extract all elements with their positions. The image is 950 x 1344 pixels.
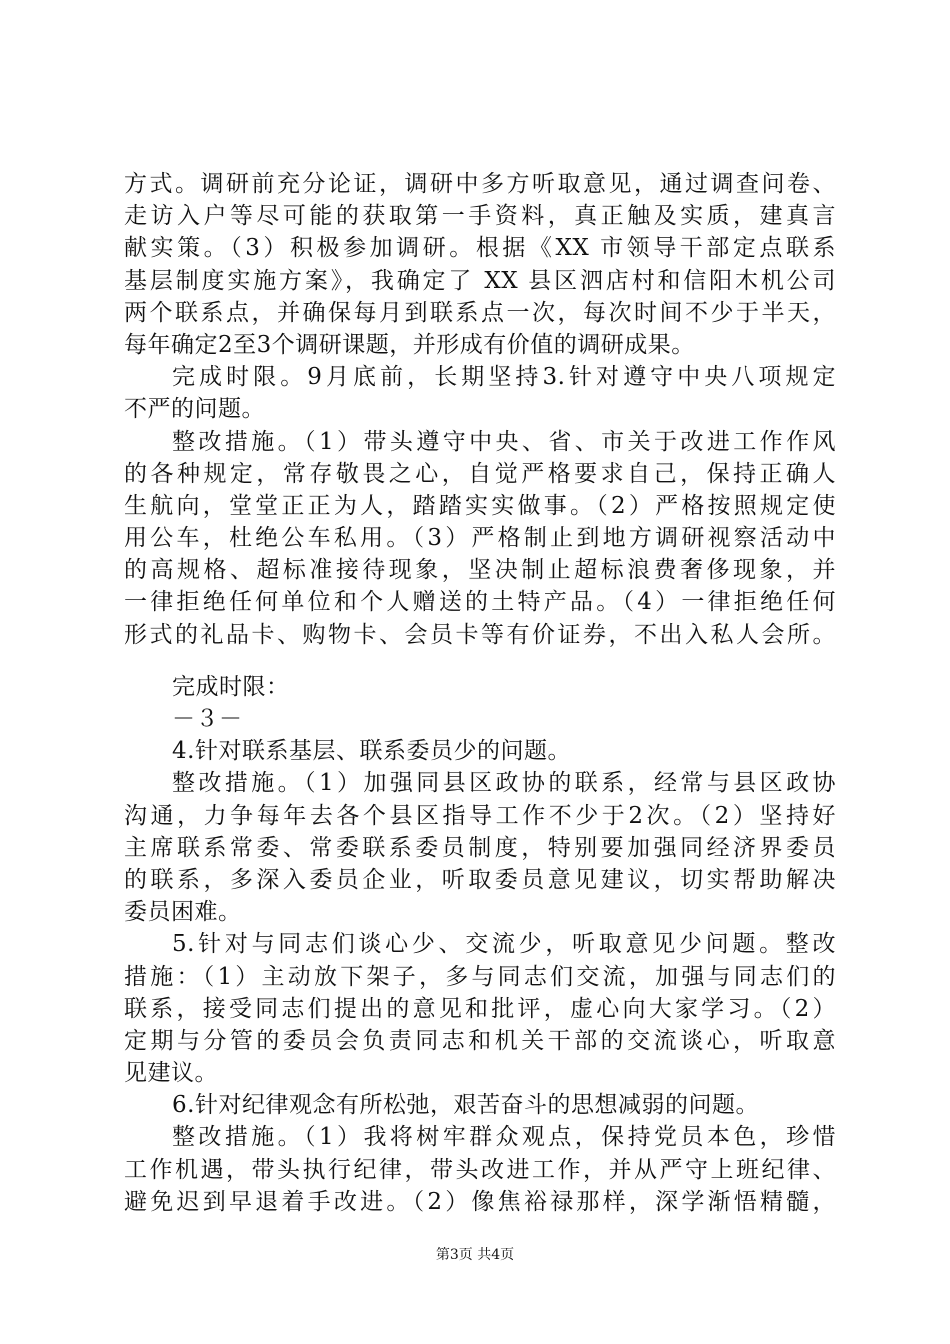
text-line: 工作机遇，带头执行纪律，带头改进工作，并从严守上班纪律、 (124, 1156, 836, 1183)
text-line: 不严的问题。 (124, 396, 265, 423)
text-line: 整改措施。（1）加强同县区政协的联系，经常与县区政协 (172, 770, 836, 797)
text-line: 方式。调研前充分论证，调研中多方听取意见，通过调查问卷、 (124, 171, 836, 197)
text-line: 整改措施。（1）带头遵守中央、省、市关于改进工作作风 (172, 428, 836, 455)
text-line: 沟通，力争每年去各个县区指导工作不少于2次。（2）坚持好 (124, 802, 836, 829)
page-number-mark: －３－ (172, 706, 243, 732)
text-line: 定期与分管的委员会负责同志和机关干部的交流谈心，听取意 (124, 1027, 836, 1054)
text-line: 主席联系常委、常委联系委员制度，特别要加强同经济界委员 (124, 834, 836, 861)
text-line: 的高规格、超标准接待现象，坚决制止超标浪费奢侈现象，并 (124, 557, 836, 584)
text-line: 献实策。（3）积极参加调研。根据《XX 市领导干部定点联系 (124, 235, 836, 262)
text-line: 联系，接受同志们提出的意见和批评，虚心向大家学习。（2） (124, 995, 836, 1022)
text-line: 走访入户等尽可能的获取第一手资料，真正触及实质，建真言 (124, 203, 836, 230)
text-line: 生航向，堂堂正正为人，踏踏实实做事。（2）严格按照规定使 (124, 492, 836, 519)
section-heading: 5.针对与同志们谈心少、交流少，听取意见少问题。整改 (172, 931, 836, 958)
text-line: 的各种规定，常存敬畏之心，自觉严格要求自己，保持正确人 (124, 460, 836, 487)
text-line: 每年确定2至3个调研课题，并形成有价值的调研成果。 (124, 331, 695, 358)
text-line: 避免迟到早退着手改进。（2）像焦裕禄那样，深学渐悟精髓， (124, 1188, 836, 1215)
text-line: 形式的礼品卡、购物卡、会员卡等有价证券，不出入私人会所。 (124, 621, 836, 648)
section-heading: 4.针对联系基层、联系委员少的问题。 (172, 738, 571, 765)
text-line: 完成时限： (172, 673, 290, 700)
page-footer: 第3页 共4页 (435, 1247, 515, 1263)
body-text (124, 168, 836, 1218)
text-line: 整改措施。（1）我将树牢群众观点，保持党员本色，珍惜 (172, 1124, 836, 1151)
text-line: 两个联系点，并确保每月到联系点一次，每次时间不少于半天， (124, 299, 836, 326)
text-line: 用公车，杜绝公车私用。（3）严格制止到地方调研视察活动中 (124, 525, 836, 552)
text-line: 一律拒绝任何单位和个人赠送的土特产品。（4）一律拒绝任何 (124, 589, 836, 616)
text-line: 完成时限。9月底前，长期坚持3.针对遵守中央八项规定 (172, 364, 836, 391)
text-line: 的联系，多深入委员企业，听取委员意见建议，切实帮助解决 (124, 866, 836, 893)
section-heading: 6.针对纪律观念有所松弛，艰苦奋斗的思想减弱的问题。 (172, 1092, 759, 1119)
text-line: 见建议。 (124, 1060, 218, 1087)
text-line: 基层制度实施方案》，我确定了 XX 县区泗店村和信阳木机公司 (124, 267, 836, 294)
text-line: 措施：（1）主动放下架子，多与同志们交流，加强与同志们的 (124, 963, 836, 990)
text-line: 委员困难。 (124, 899, 242, 926)
